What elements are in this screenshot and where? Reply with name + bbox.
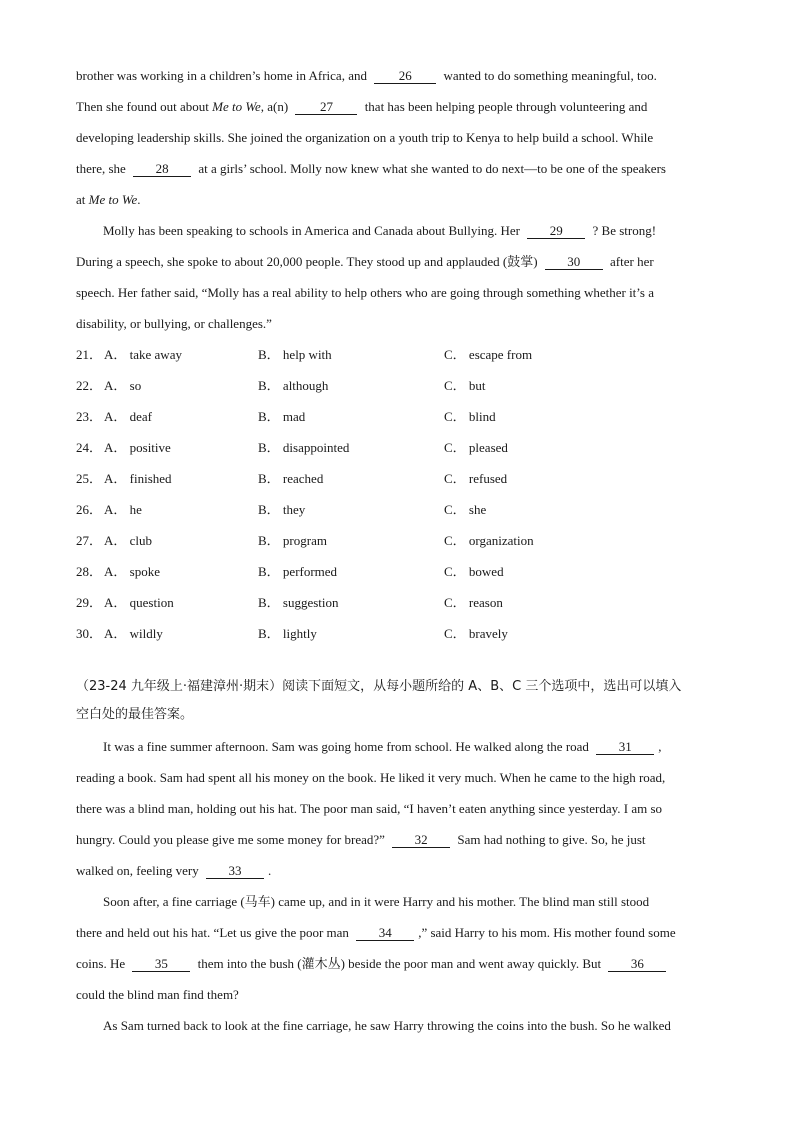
option-c: C． but [444,378,486,393]
option-b: B． program [258,533,327,548]
option-b: B． reached [258,471,324,486]
option-a: A． he [104,502,142,517]
text-line [76,184,720,215]
document-page [76,60,720,1041]
question-options-row [76,556,720,587]
text-span: Soon after, a fine carriage (马车) came up, and in it were Harry and his mother. The blind man still stood [103,894,650,909]
option-c: C． blind [444,409,496,424]
text-line [76,1010,720,1041]
text-line [76,91,720,122]
text-span: hungry. Could you please give me some money for bread?” [76,832,389,847]
text-line [76,731,720,762]
question-options-row [76,463,720,494]
option-c: C． reason [444,595,503,610]
text-span: During a speech, she spoke to about 20,000 people. They stood up and applauded (鼓掌) [76,254,541,269]
text-span: brother was working in a children’s home in Africa, and [76,68,371,83]
option-b: B． disappointed [258,440,350,455]
question-options-row [76,525,720,556]
text-span: at [76,192,89,207]
option-b: B． lightly [258,626,317,641]
question-number: 26． [76,502,103,517]
option-c: C． organization [444,533,534,548]
option-b: B． help with [258,347,332,362]
question-number: 27． [76,533,103,548]
text-line [76,979,720,1010]
blank-36: 36 [608,957,666,972]
question-number: 28． [76,564,103,579]
option-a: A． wildly [104,626,163,641]
text-line [76,122,720,153]
instruction-line: 空白处的最佳答案。 [76,707,194,722]
blank-26: 26 [374,69,436,84]
option-b: B． performed [258,564,338,579]
option-b: B． suggestion [258,595,339,610]
text-line [76,246,720,277]
text-span: Sam had nothing to give. So, he just [454,832,646,847]
question-number: 24． [76,440,103,455]
text-line [76,855,720,886]
options-list [76,339,720,649]
option-a: A． club [104,533,153,548]
option-a: A． positive [104,440,171,455]
passage2-paragraph3 [76,1010,720,1041]
text-span: walked on, feeling very [76,863,202,878]
question-number: 23． [76,409,103,424]
text-span: speech. Her father said, “Molly has a real ability to help others who are going through something whether it’s a [76,285,654,300]
blank-34: 34 [356,926,414,941]
blank-32: 32 [392,833,450,848]
text-span: As Sam turned back to look at the fine carriage, he saw Harry throwing the coins into the bush. So he walked [103,1018,671,1033]
blank-28: 28 [133,162,191,177]
text-span: ? Be strong! [589,223,657,238]
question-number: 21． [76,347,103,362]
option-c: C． bravely [444,626,508,641]
text-span: Then she found out about [76,99,213,114]
text-line [76,824,720,855]
text-span: there was a blind man, holding out his hat. The poor man said, “I haven’t eaten anything since yesterday. I am so [76,801,663,816]
text-span: after her [606,254,654,269]
blank-29: 29 [527,224,585,239]
passage2-paragraph1 [76,731,720,886]
blank-30: 30 [545,255,603,270]
text-line [76,762,720,793]
blank-27: 27 [295,100,357,115]
text-span: , [658,739,662,754]
text-span: there, she [76,161,130,176]
option-a: A． deaf [104,409,153,424]
section-instructions [76,673,720,729]
option-a: A． finished [104,471,172,486]
text-span: wanted to do something meaningful, too. [440,68,657,83]
question-options-row [76,401,720,432]
question-options-row [76,339,720,370]
text-line [76,308,720,339]
text-line [76,793,720,824]
blank-35: 35 [132,957,190,972]
question-options-row [76,494,720,525]
blank-31: 31 [596,740,654,755]
option-a: A． spoke [104,564,160,579]
passage2-paragraph2 [76,886,720,1010]
text-span: ,” said Harry to his mom. His mother found some [418,925,676,940]
text-span: reading a book. Sam had spent all his money on the book. He liked it very much. When he came to the high road, [76,770,666,785]
option-b: B． although [258,378,329,393]
text-line [76,917,720,948]
text-span: them into the bush (灌木丛) beside the poor man and went away quickly. But [194,956,605,971]
option-c: C． bowed [444,564,504,579]
question-options-row [76,618,720,649]
option-b: B． they [258,502,306,517]
option-c: C． refused [444,471,508,486]
text-span: developing leadership skills. She joined the organization on a youth trip to Kenya to help build a school. While [76,130,654,145]
question-number: 29． [76,595,103,610]
question-options-row [76,370,720,401]
option-a: A． take away [104,347,182,362]
text-span: . [137,192,141,207]
text-span: , a(n) [260,99,292,114]
text-line [76,215,720,246]
passage1-paragraph2 [76,215,720,339]
passage1-paragraph1 [76,60,720,215]
text-line [76,886,720,917]
question-number: 22． [76,378,103,393]
text-span: that has been helping people through volunteering and [361,99,648,114]
org-name: Me to We [212,99,261,114]
text-span: . [267,863,272,878]
option-c: C． pleased [444,440,508,455]
text-line [76,153,720,184]
text-span: could the blind man find them? [76,987,239,1002]
text-line [76,277,720,308]
question-options-row [76,587,720,618]
question-number: 25． [76,471,103,486]
option-a: A． question [104,595,174,610]
blank-33: 33 [206,864,264,879]
text-span: disability, or bullying, or challenges.” [76,316,272,331]
text-span: It was a fine summer afternoon. Sam was going home from school. He walked along the road [103,739,593,754]
question-number: 30． [76,626,103,641]
question-options-row [76,432,720,463]
option-c: C． she [444,502,487,517]
option-c: C． escape from [444,347,533,362]
text-span: at a girls’ school. Molly now knew what she wanted to do next—to be one of the speakers [195,161,666,176]
text-span: coins. He [76,956,129,971]
text-span: Molly has been speaking to schools in America and Canada about Bullying. Her [103,223,524,238]
text-span: there and held out his hat. “Let us give the poor man [76,925,353,940]
option-a: A． so [104,378,142,393]
org-name: Me to We [88,192,138,207]
instruction-line: （23-24 九年级上·福建漳州·期末）阅读下面短文，从每小题所给的 A、B、C 三个选项中，选出可以填入 [76,679,682,694]
text-line [76,948,720,979]
text-line [76,60,720,91]
option-b: B． mad [258,409,306,424]
